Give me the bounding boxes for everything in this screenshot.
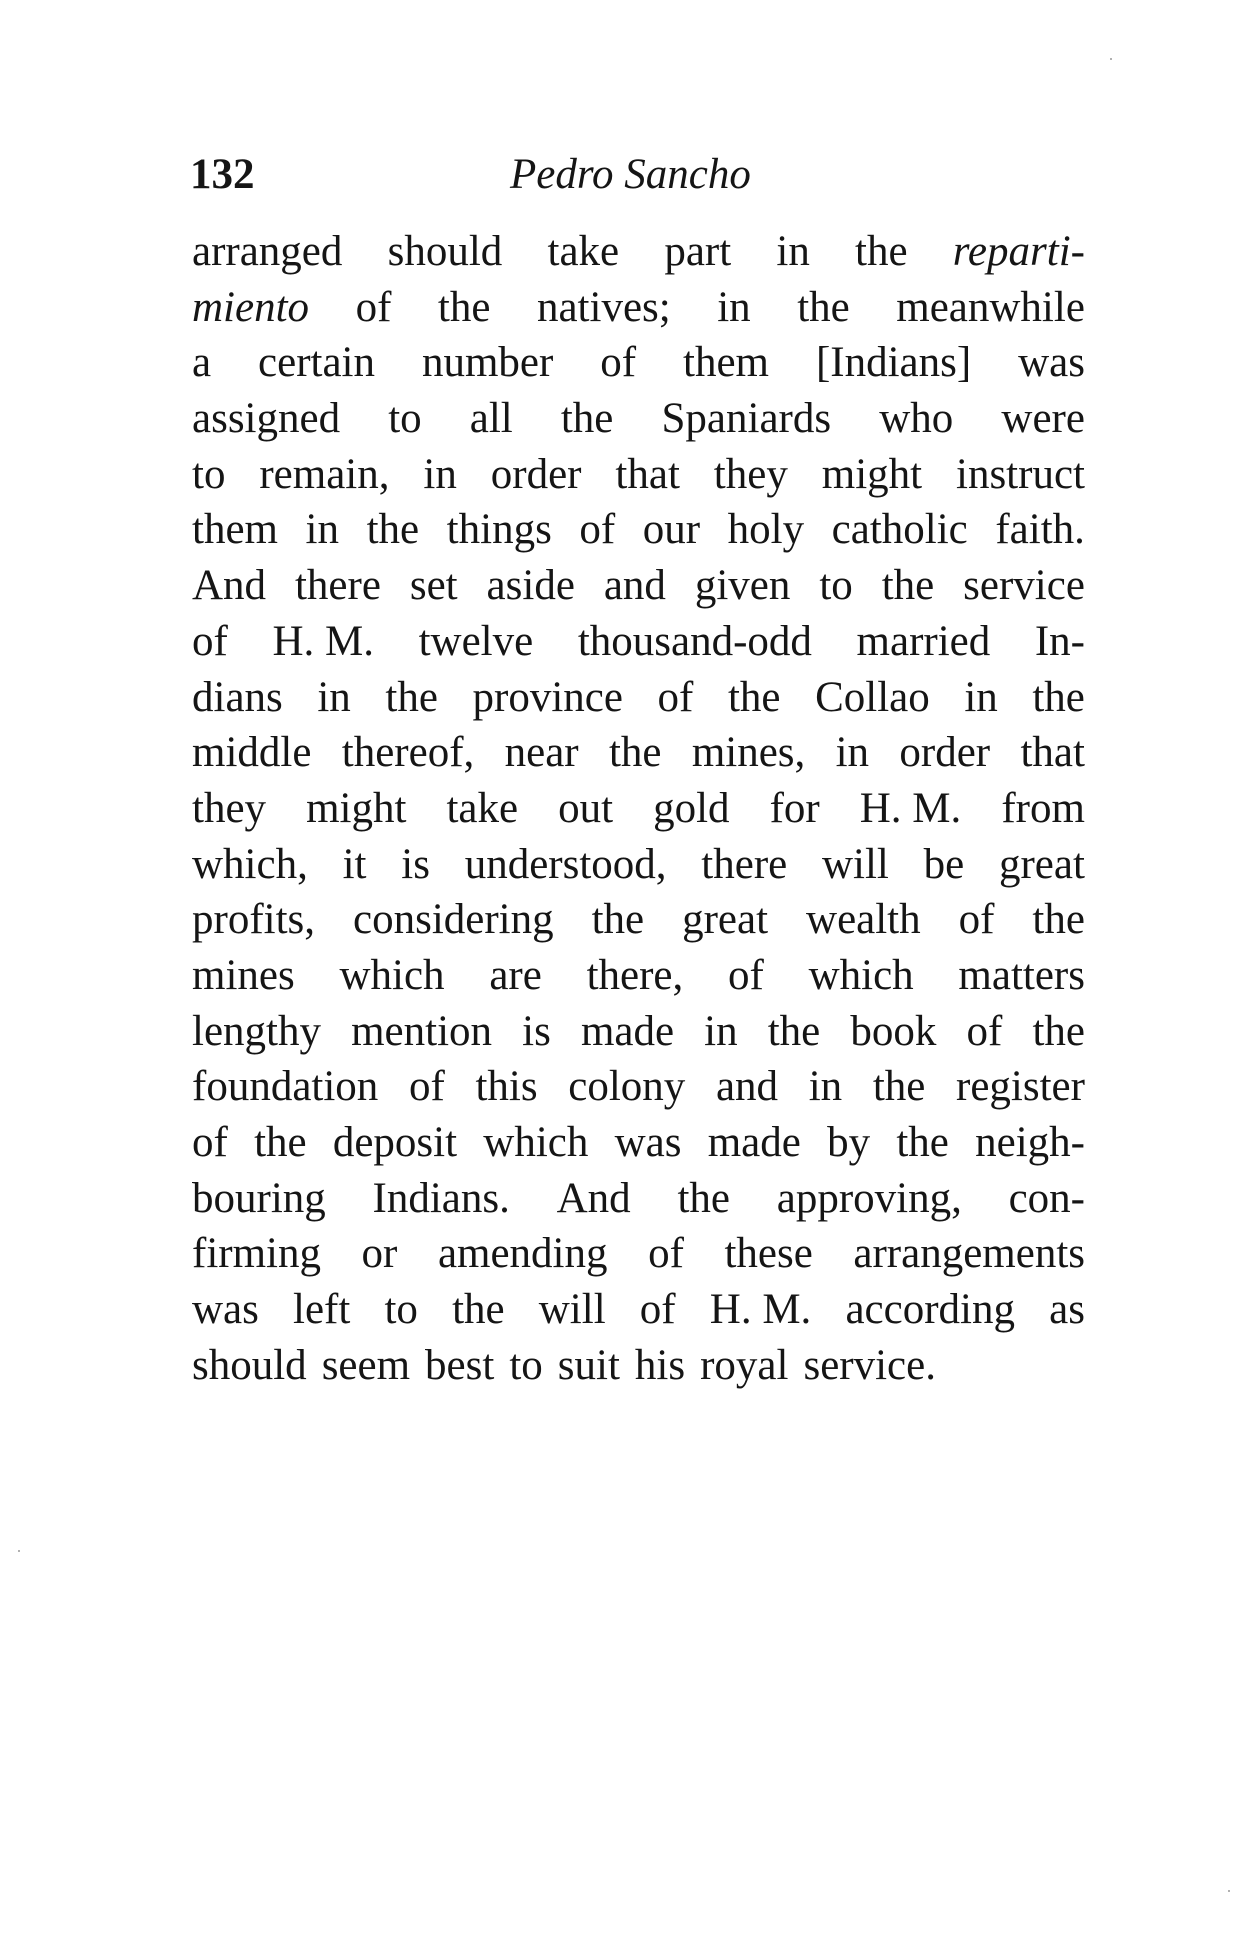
word: of [657,673,694,721]
word: our [642,506,701,554]
paper-speck [18,1550,20,1552]
word: be [923,840,965,888]
text-line [192,1171,1085,1227]
text-line [192,502,1085,558]
word: in [704,1007,738,1055]
word: part [664,228,732,275]
word: made [707,1119,801,1166]
text-line [192,558,1085,614]
word: suit [557,1341,620,1389]
word: twelve [418,617,534,665]
word: the [560,395,614,443]
word: the [896,1119,949,1166]
word: foundation [192,1063,379,1111]
text-line [192,1059,1085,1115]
word: there, [586,951,684,999]
word: of [728,951,764,999]
word: take [446,784,519,832]
word: by [827,1119,871,1166]
word: seem [321,1341,411,1389]
text-line [192,1282,1085,1338]
word: royal [700,1341,789,1389]
word: considering [353,896,554,944]
text-line [192,614,1085,670]
word: wealth [806,896,921,944]
word: best [425,1341,495,1389]
word: province [472,673,623,721]
word: Collao [815,673,930,721]
word: H. M. [272,617,374,665]
text-line [192,725,1085,781]
word: service. [803,1341,936,1389]
word: of [408,1063,445,1111]
word: might [821,450,923,498]
word: the [366,506,420,554]
word: matters [958,951,1085,999]
text-line [192,948,1085,1004]
word: H. M. [859,784,962,832]
word: firming [192,1230,321,1278]
word: holy [727,506,805,554]
word: was [614,1119,682,1166]
word: service [963,562,1085,610]
word: In- [1034,617,1085,665]
italic-word: reparti- [952,228,1085,275]
word: colony [568,1063,686,1111]
word: to [192,450,226,498]
word: to [384,1286,418,1334]
word: Indians. [372,1174,510,1222]
word: all [469,395,513,443]
word: married [856,617,991,665]
word: H. M. [709,1286,812,1334]
paper-speck [1228,1890,1230,1892]
word: Spaniards [661,395,832,443]
word: these [724,1230,813,1278]
running-head: Pedro Sancho [510,151,751,198]
word: register [956,1063,1085,1111]
word: in [808,1063,843,1111]
word: mines, [691,729,806,777]
word: of [966,1007,1003,1055]
word: will [538,1286,606,1334]
word: in [317,673,351,721]
text-line [192,781,1085,837]
word: great [998,840,1085,888]
word: out [558,784,614,832]
word: meanwhile [896,283,1085,331]
word: lengthy [192,1007,321,1055]
word: was [192,1286,259,1334]
word: of [958,896,995,944]
word: profits, [192,896,316,944]
text-line [192,837,1085,893]
word: order [490,450,582,498]
word: of [600,339,637,387]
word: catholic [831,506,968,554]
word: which, [192,840,308,888]
word: from [1001,784,1085,832]
word: in [776,228,810,275]
word: approving, [776,1174,962,1222]
word: to [819,562,853,610]
word: remain, [259,450,390,498]
word: the [767,1007,821,1055]
word: it [342,840,367,888]
word: made [580,1007,675,1055]
word: the [797,283,850,331]
italic-word: miento [192,283,310,331]
word: And [192,562,267,610]
text-line [192,447,1085,503]
body-paragraph [192,224,1085,1393]
word: that [615,450,680,498]
word: them [192,506,278,554]
word: there [294,562,381,610]
word: bouring [192,1174,326,1222]
text-line [192,1115,1085,1171]
word: things [446,506,552,554]
word: the [872,1063,926,1111]
word: of [355,283,392,331]
word: instruct [956,450,1085,498]
word: the [1032,1007,1085,1055]
word: number [421,339,554,387]
word: in [423,450,457,498]
word: to [388,395,422,443]
word: is [522,1007,551,1055]
word: take [547,228,620,275]
word: [Indians] [815,339,972,387]
text-line [192,391,1085,447]
word: the [608,729,662,777]
page-number: 132 [190,151,255,198]
word: faith. [995,506,1085,554]
page-header [190,145,1090,205]
word: understood, [464,840,667,888]
word: the [677,1174,730,1222]
word: of [639,1286,676,1334]
paper-speck [1110,58,1112,60]
word: them [683,339,769,387]
word: the [1032,673,1085,721]
word: con- [1008,1174,1085,1222]
text-line [192,1226,1085,1282]
word: book [850,1007,937,1055]
text-line [192,892,1085,948]
word: the [727,673,781,721]
word: they [713,450,788,498]
word: the [881,562,935,610]
text-line [192,670,1085,726]
word: which [339,951,445,999]
text-line [192,280,1085,336]
text-line [192,335,1085,391]
word: given [694,562,791,610]
word: the [591,896,645,944]
word: his [634,1341,686,1389]
word: in [717,283,751,331]
word: the [254,1119,307,1166]
word: aside [486,562,575,610]
word: middle [192,729,312,777]
word: mines [192,951,295,999]
word: amending [437,1230,608,1278]
word: dians [192,673,283,721]
word: And [556,1174,631,1222]
text-line [192,224,1085,280]
word: mention [351,1007,493,1055]
word: a [192,339,212,387]
word: and [603,562,666,610]
word: natives; [536,283,671,331]
word: to [509,1341,543,1389]
word: which [808,951,914,999]
word: there [701,840,788,888]
word: were [1001,395,1085,443]
word: arranged [192,228,343,275]
word: thereof, [341,729,475,777]
word: thousand-odd [577,617,812,665]
word: the [855,228,908,275]
word: as [1049,1286,1085,1334]
word: or [361,1230,398,1278]
word: who [879,395,954,443]
word: will [821,840,889,888]
text-line [192,1338,1085,1394]
word: is [401,840,430,888]
word: set [409,562,458,610]
word: was [1018,339,1085,387]
word: left [293,1286,351,1334]
word: and [715,1063,779,1111]
text-line [192,1004,1085,1060]
word: are [489,951,542,999]
word: order [899,729,991,777]
word: should [192,1341,307,1389]
word: for [769,784,820,832]
word: neigh- [975,1119,1085,1166]
word: they [192,784,267,832]
word: the [437,283,491,331]
word: of [192,617,228,665]
word: certain [258,339,376,387]
word: which [483,1119,589,1166]
word: according [845,1286,1015,1334]
word: deposit [332,1119,458,1166]
word: the [452,1286,505,1334]
word: in [964,673,998,721]
word: assigned [192,395,341,443]
word: of [648,1230,684,1278]
word: great [682,896,769,944]
word: near [504,729,579,777]
word: gold [653,784,730,832]
word: might [306,784,407,832]
word: the [1032,896,1085,944]
word: in [305,506,339,554]
word: that [1020,729,1085,777]
word: in [835,729,870,777]
word: this [475,1063,538,1111]
word: the [385,673,438,721]
word: arrangements [853,1230,1085,1278]
word: of [192,1119,228,1166]
word: of [579,506,616,554]
word: should [387,228,503,275]
